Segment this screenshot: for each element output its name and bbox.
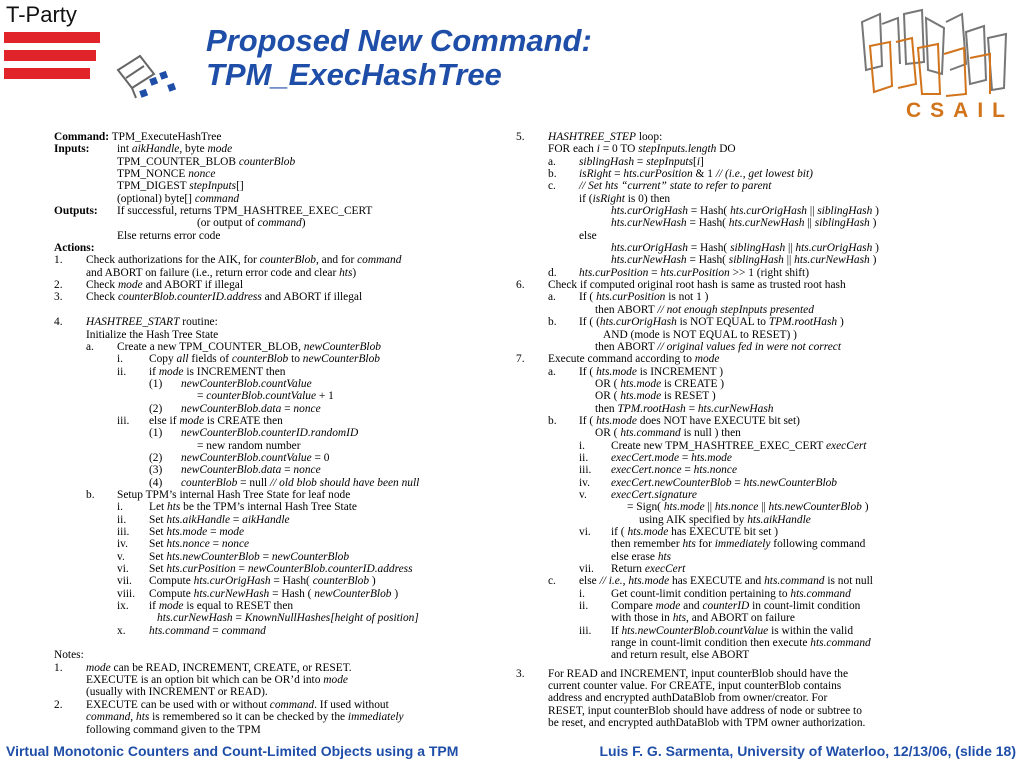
text-line — [516, 637, 1016, 649]
text-line — [516, 464, 1016, 476]
line-text: Else returns error code — [117, 229, 221, 242]
line-text: hts.command = command — [149, 624, 266, 637]
line-text: newCounterBlob.counterID.randomID — [181, 427, 359, 440]
text-line — [516, 551, 1016, 563]
line-text: newCounterBlob.countValue = 0 — [181, 451, 330, 464]
text-line — [516, 600, 1016, 612]
text-line — [516, 649, 1016, 661]
item-number: c. — [548, 180, 556, 193]
line-text: hts.curNewHash = Hash( siblingHash || hts.curNewHash ) — [611, 254, 877, 267]
line-text: else // i.e., hts.mode has EXECUTE and hts.command is not null — [579, 575, 873, 588]
text-line — [516, 291, 1016, 303]
item-number: (1) — [149, 377, 163, 390]
line-text: HASHTREE_STEP loop: — [548, 131, 663, 143]
line-text: RESET, input counterBlob should have address of node or subtree to — [548, 704, 862, 717]
text-line — [516, 588, 1016, 600]
line-text: newCounterBlob.data = nonce — [181, 402, 321, 415]
line-text: Set hts.aikHandle = aikHandle — [149, 513, 290, 526]
line-text: Notes: — [54, 649, 84, 662]
line-text: Actions: — [54, 242, 95, 255]
text-line — [516, 489, 1016, 501]
item-number: (3) — [149, 464, 163, 477]
text-line — [516, 538, 1016, 550]
item-number: iv. — [117, 538, 128, 551]
text-line — [54, 526, 509, 538]
text-line — [516, 415, 1016, 427]
text-line — [54, 724, 509, 736]
line-text: Setup TPM’s internal Hash Tree State for leaf node — [117, 488, 351, 501]
line-text: newCounterBlob.countValue — [181, 377, 312, 390]
item-number: a. — [86, 340, 94, 353]
item-number: ii. — [579, 451, 589, 464]
item-number: a. — [548, 291, 556, 304]
item-number: (4) — [149, 476, 163, 489]
line-text: then ABORT // not enough stepInputs presented — [595, 303, 814, 316]
text-line — [54, 538, 509, 550]
line-text: Set hts.newCounterBlob = newCounterBlob — [149, 550, 350, 563]
text-line — [54, 242, 509, 254]
text-line — [516, 612, 1016, 624]
tparty-stripe-2 — [4, 50, 96, 61]
text-line — [54, 217, 509, 229]
line-text: Initialize the Hash Tree State — [86, 328, 219, 341]
line-text: newCounterBlob.data = nonce — [181, 464, 321, 477]
text-line — [54, 341, 509, 353]
text-line — [516, 680, 1016, 692]
line-text: command, hts is remembered so it can be checked by the immediately — [86, 711, 404, 724]
item-number: vi. — [579, 526, 591, 538]
item-number: a. — [548, 155, 556, 168]
line-text: OR ( hts.command is null ) then — [595, 427, 741, 440]
item-number: i. — [579, 587, 586, 600]
line-text: execCert.signature — [611, 488, 697, 501]
text-line — [516, 514, 1016, 526]
line-text: then remember hts for immediately following command — [611, 538, 866, 551]
line-text: then ABORT // original values fed in were not correct — [595, 340, 841, 353]
line-text: with those in hts, and ABORT on failure — [611, 612, 795, 625]
text-line — [516, 341, 1016, 353]
line-text: hts.curOrigHash = Hash( siblingHash || hts.curOrigHash ) — [611, 242, 879, 255]
text-line — [516, 143, 1016, 155]
text-line — [516, 625, 1016, 637]
text-line — [516, 168, 1016, 180]
line-text: following command given to the TPM — [86, 723, 261, 736]
text-line — [516, 242, 1016, 254]
line-text: execCert.newCounterBlob = hts.newCounterBlob — [611, 476, 837, 489]
text-line — [516, 267, 1016, 279]
slide-title-line-2: TPM_ExecHashTree — [206, 57, 502, 92]
line-text: Copy all fields of counterBlob to newCounterBlob — [149, 353, 380, 366]
text-line — [54, 180, 509, 192]
item-number: v. — [579, 488, 587, 501]
item-number: b. — [86, 488, 95, 501]
line-text: Get count-limit condition pertaining to hts.command — [611, 587, 851, 600]
text-line — [54, 131, 509, 143]
text-line — [516, 279, 1016, 291]
text-line — [54, 279, 509, 291]
text-line — [54, 464, 509, 476]
text-line — [54, 625, 509, 637]
csail-logo — [846, 4, 1021, 124]
line-text: If hts.newCounterBlob.countValue is within the valid — [611, 624, 854, 637]
line-text: using AIK specified by hts.aikHandle — [639, 513, 811, 526]
text-line — [516, 378, 1016, 390]
line-text: Compute hts.curNewHash = Hash ( newCounterBlob ) — [149, 587, 399, 600]
line-text: and ABORT on failure (i.e., return error code and clear hts) — [86, 266, 357, 279]
item-number: v. — [117, 550, 125, 563]
text-line — [516, 575, 1016, 587]
text-line — [516, 217, 1016, 229]
csail-logo-text: CSAIL — [906, 99, 1014, 122]
text-line — [516, 329, 1016, 341]
text-line — [54, 267, 509, 279]
item-number: 2. — [54, 698, 63, 711]
left-column — [54, 131, 509, 736]
tparty-stripe-3 — [4, 68, 90, 79]
line-text: Let hts be the TPM’s internal Hash Tree State — [149, 501, 357, 514]
line-text: // Set hts “current” state to refer to parent — [579, 180, 772, 193]
item-number: ii. — [579, 600, 589, 613]
footer-left-text: Virtual Monotonic Counters and Count-Limited Objects using a TPM — [6, 743, 459, 759]
text-line — [54, 600, 509, 612]
line-text: Check authorizations for the AIK, for counterBlob, and for command — [86, 254, 402, 267]
line-text: Create new TPM_HASHTREE_EXEC_CERT execCert — [611, 439, 867, 452]
tparty-logo-text: T-Party — [6, 2, 77, 27]
text-line — [516, 193, 1016, 205]
line-text: (usually with INCREMENT or READ). — [86, 686, 268, 699]
text-line — [54, 143, 509, 155]
line-text: int aikHandle, byte mode — [117, 143, 233, 156]
text-line — [54, 588, 509, 600]
line-text: = counterBlob.countValue + 1 — [197, 390, 334, 403]
item-number: a. — [548, 365, 556, 378]
text-line — [54, 563, 509, 575]
text-line — [54, 316, 509, 328]
item-number: d. — [548, 266, 557, 279]
tparty-pen-icon — [96, 38, 196, 108]
line-text: Execute command according to mode — [548, 353, 720, 366]
text-line — [516, 452, 1016, 464]
line-text: and return result, else ABORT — [611, 649, 750, 662]
text-line — [54, 514, 509, 526]
item-number: 3. — [516, 667, 525, 680]
item-number: b. — [548, 168, 557, 181]
text-line — [516, 692, 1016, 704]
line-text: range in count-limit condition then execute hts.command — [611, 637, 871, 650]
text-line — [54, 711, 509, 723]
line-text: = new random number — [197, 439, 301, 452]
blank-line — [54, 637, 509, 649]
item-number: i. — [117, 353, 124, 366]
item-number: vi. — [117, 563, 129, 576]
line-text: TPM_NONCE nonce — [117, 168, 216, 181]
line-text: counterBlob = null // old blob should have been null — [181, 476, 420, 489]
item-number: c. — [548, 575, 556, 588]
item-number: 5. — [516, 131, 525, 143]
text-line — [54, 477, 509, 489]
text-line — [54, 193, 509, 205]
text-line — [516, 156, 1016, 168]
line-text: Check if computed original root hash is same as trusted root hash — [548, 279, 846, 292]
line-text: If ( (hts.curOrigHash is NOT EQUAL to TPM.rootHash ) — [579, 316, 844, 329]
text-line — [54, 662, 509, 674]
line-text: else — [579, 229, 597, 242]
line-text: HASHTREE_START routine: — [86, 316, 218, 329]
text-line — [516, 366, 1016, 378]
line-text: TPM_COUNTER_BLOB counterBlob — [117, 155, 296, 168]
item-number: 1. — [54, 254, 63, 267]
item-number: iii. — [579, 624, 592, 637]
text-line — [54, 440, 509, 452]
line-text: isRight = hts.curPosition & 1 // (i.e., get lowest bit) — [579, 168, 813, 181]
line-text: EXECUTE is an option bit which can be OR’d into mode — [86, 674, 348, 687]
item-number: 2. — [54, 279, 63, 292]
line-text: Compare mode and counterID in count-limit condition — [611, 600, 861, 613]
text-line — [54, 501, 509, 513]
slide-title-line-1: Proposed New Command: — [206, 23, 592, 58]
line-text: address and encrypted authDataBlob from owner/creator. For — [548, 692, 828, 705]
text-line — [516, 353, 1016, 365]
text-line — [516, 230, 1016, 242]
item-number: x. — [117, 624, 126, 637]
line-text: be reset, and encrypted authDataBlob with TPM owner authorization. — [548, 717, 866, 730]
text-line — [54, 168, 509, 180]
item-number: 7. — [516, 353, 525, 366]
text-line — [54, 452, 509, 464]
line-text: Inputs: — [54, 143, 90, 156]
text-line — [54, 205, 509, 217]
text-line — [54, 378, 509, 390]
item-number: ii. — [117, 365, 127, 378]
text-line — [54, 649, 509, 661]
text-line — [54, 156, 509, 168]
text-line — [516, 440, 1016, 452]
line-text: Set hts.mode = mode — [149, 526, 245, 538]
line-text: Create a new TPM_COUNTER_BLOB, newCounterBlob — [117, 340, 381, 353]
line-text: If ( hts.mode is INCREMENT ) — [579, 365, 724, 378]
text-line — [516, 254, 1016, 266]
line-text: Compute hts.curOrigHash = Hash( counterBlob ) — [149, 575, 376, 588]
line-text: execCert.mode = hts.mode — [611, 451, 732, 464]
line-text: if ( hts.mode has EXECUTE bit set ) — [611, 526, 779, 538]
text-line — [54, 291, 509, 303]
text-line — [54, 329, 509, 341]
line-text: if (isRight is 0) then — [579, 192, 671, 205]
line-text: Outputs: — [54, 205, 98, 218]
tparty-stripe-1 — [4, 32, 100, 43]
line-text: (or output of command) — [197, 217, 306, 230]
line-text: execCert.nonce = hts.nonce — [611, 464, 737, 477]
line-text: Return execCert — [611, 563, 686, 576]
item-number: 6. — [516, 279, 525, 292]
line-text: If ( hts.curPosition is not 1 ) — [579, 291, 709, 304]
text-line — [516, 390, 1016, 402]
text-line — [516, 131, 1016, 143]
text-line — [516, 668, 1016, 680]
tparty-logo — [0, 0, 195, 110]
line-text: else erase hts — [611, 550, 672, 563]
right-column — [516, 131, 1016, 730]
line-text: then TPM.rootHash = hts.curNewHash — [595, 402, 774, 415]
text-line — [516, 205, 1016, 217]
line-text: Set hts.nonce = nonce — [149, 538, 250, 551]
line-text: (optional) byte[] command — [117, 192, 240, 205]
item-number: (2) — [149, 402, 163, 415]
line-text: else if mode is CREATE then — [149, 414, 283, 427]
line-text: Command: TPM_ExecuteHashTree — [54, 131, 222, 143]
line-text: if mode is equal to RESET then — [149, 600, 294, 613]
item-number: iii. — [579, 464, 592, 477]
line-text: TPM_DIGEST stepInputs[] — [117, 180, 244, 193]
text-line — [54, 230, 509, 242]
text-line — [54, 699, 509, 711]
line-text: current counter value. For CREATE, input counterBlob contains — [548, 680, 842, 693]
text-line — [54, 353, 509, 365]
item-number: b. — [548, 414, 557, 427]
item-number: ii. — [117, 513, 127, 526]
line-text: OR ( hts.mode is CREATE ) — [595, 377, 725, 390]
item-number: (2) — [149, 451, 163, 464]
text-line — [516, 705, 1016, 717]
item-number: viii. — [117, 587, 136, 600]
text-line — [516, 501, 1016, 513]
text-line — [516, 477, 1016, 489]
item-number: 1. — [54, 661, 63, 674]
line-text: hts.curPosition = hts.curPosition >> 1 (right shift) — [579, 266, 810, 279]
item-number: iii. — [117, 526, 130, 538]
item-number: iii. — [117, 414, 130, 427]
item-number: b. — [548, 316, 557, 329]
text-line — [54, 551, 509, 563]
line-text: OR ( hts.mode is RESET ) — [595, 390, 716, 403]
item-number: 3. — [54, 291, 63, 304]
item-number: iv. — [579, 476, 590, 489]
item-number: i. — [579, 439, 586, 452]
text-line — [54, 674, 509, 686]
text-line — [54, 366, 509, 378]
csail-stata-center-icon — [846, 4, 1021, 104]
item-number: vii. — [579, 563, 594, 576]
line-text: siblingHash = stepInputs[i] — [579, 155, 704, 168]
line-text: Check mode and ABORT if illegal — [86, 279, 243, 292]
text-line — [54, 415, 509, 427]
text-line — [516, 717, 1016, 729]
text-line — [54, 390, 509, 402]
line-text: hts.curNewHash = KnownNullHashes[height of position] — [157, 612, 419, 625]
text-line — [516, 316, 1016, 328]
line-text: hts.curNewHash = Hash( hts.curNewHash || siblingHash ) — [611, 217, 877, 230]
text-line — [54, 489, 509, 501]
text-line — [516, 526, 1016, 538]
text-line — [54, 686, 509, 698]
line-text: if mode is INCREMENT then — [149, 365, 286, 378]
line-text: FOR each i = 0 TO stepInputs.length DO — [548, 143, 736, 156]
footer-right-text: Luis F. G. Sarmenta, University of Waterloo, 12/13/06, (slide 18) — [599, 743, 1016, 759]
line-text: hts.curOrigHash = Hash( hts.curOrigHash || siblingHash ) — [611, 205, 879, 218]
line-text: Set hts.curPosition = newCounterBlob.counterID.address — [149, 563, 413, 576]
item-number: (1) — [149, 427, 163, 440]
item-number: i. — [117, 501, 124, 514]
line-text: For READ and INCREMENT, input counterBlob should have the — [548, 667, 849, 680]
text-line — [516, 180, 1016, 192]
line-text: = Sign( hts.mode || hts.nonce || hts.newCounterBlob ) — [627, 501, 869, 514]
text-line — [54, 254, 509, 266]
item-number: vii. — [117, 575, 132, 588]
line-text: AND (mode is NOT EQUAL to RESET) ) — [603, 328, 797, 341]
text-line — [54, 575, 509, 587]
line-text: If successful, returns TPM_HASHTREE_EXEC_CERT — [117, 205, 373, 218]
text-line — [54, 612, 509, 624]
item-number: 4. — [54, 316, 63, 329]
blank-line — [54, 304, 509, 316]
text-line — [516, 563, 1016, 575]
text-line — [516, 304, 1016, 316]
text-line — [54, 403, 509, 415]
line-text: mode can be READ, INCREMENT, CREATE, or RESET. — [86, 661, 352, 674]
item-number: ix. — [117, 600, 129, 613]
line-text: Check counterBlob.counterID.address and ABORT if illegal — [86, 291, 363, 304]
slide-title — [206, 24, 592, 92]
text-line — [516, 427, 1016, 439]
line-text: If ( hts.mode does NOT have EXECUTE bit set) — [579, 414, 800, 427]
line-text: EXECUTE can be used with or without command. If used without — [86, 698, 389, 711]
text-line — [54, 427, 509, 439]
text-line — [516, 403, 1016, 415]
